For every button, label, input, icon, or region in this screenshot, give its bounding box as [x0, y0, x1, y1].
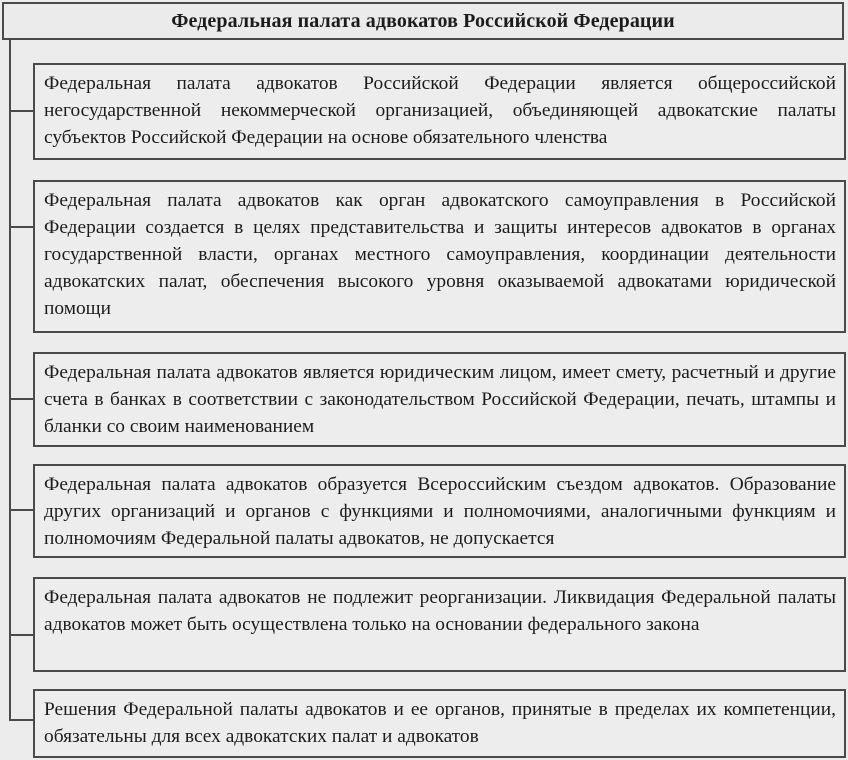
diagram-title-box: [2, 2, 844, 40]
connector-branch-5: [9, 634, 34, 636]
statement-text: Федеральная палата адвокатов Российской Федерации является общероссийской негосударственной некоммерческой организацией, объединяющей адвокатские палаты субъектов Российской Федерации на основе обязательного членства: [44, 73, 836, 148]
statement-text: Федеральная палата адвокатов образуется Всероссийским съездом адвокатов. Образование других организаций и органов с функциями и полномочиями, аналогичными функциям и полномочиям Федеральной палаты адвокатов, не допускается: [44, 474, 836, 549]
statement-box-legal-entity: [33, 352, 846, 447]
connector-trunk: [9, 40, 11, 720]
statement-text: Федеральная палата адвокатов как орган адвокатского самоуправления в Российской Федерации создается в целях представительства и защиты интересов адвокатов в органах государственной власти, органах местного самоуправления, координации деятельности адвокатских палат, обеспечения высокого уровня оказываемой адвокатами юридической помощи: [44, 190, 836, 319]
connector-branch-3: [9, 398, 34, 400]
connector-branch-1: [9, 110, 34, 112]
connector-branch-6: [9, 719, 34, 721]
statement-text: Федеральная палата адвокатов не подлежит реорганизации. Ликвидация Федеральной палаты адвокатов может быть осуществлена только на основании федерального закона: [44, 587, 836, 635]
statement-box-decisions: [33, 689, 846, 758]
statement-box-liquidation: [33, 577, 846, 672]
connector-branch-2: [9, 226, 34, 228]
statement-box-membership: [33, 63, 846, 160]
statement-box-purpose: [33, 180, 846, 333]
statement-box-formation: [33, 464, 846, 558]
connector-branch-4: [9, 509, 34, 511]
diagram-title: Федеральная палата адвокатов Российской Федерации: [171, 9, 675, 32]
statement-text: Федеральная палата адвокатов является юридическим лицом, имеет смету, расчетный и другие счета в банках в соответствии с законодательством Российской Федерации, печать, штампы и бланки со своим наименованием: [44, 362, 836, 437]
statement-text: Решения Федеральной палаты адвокатов и ее органов, принятые в пределах их компетенции, обязательны для всех адвокатских палат и адвокатов: [44, 699, 836, 747]
